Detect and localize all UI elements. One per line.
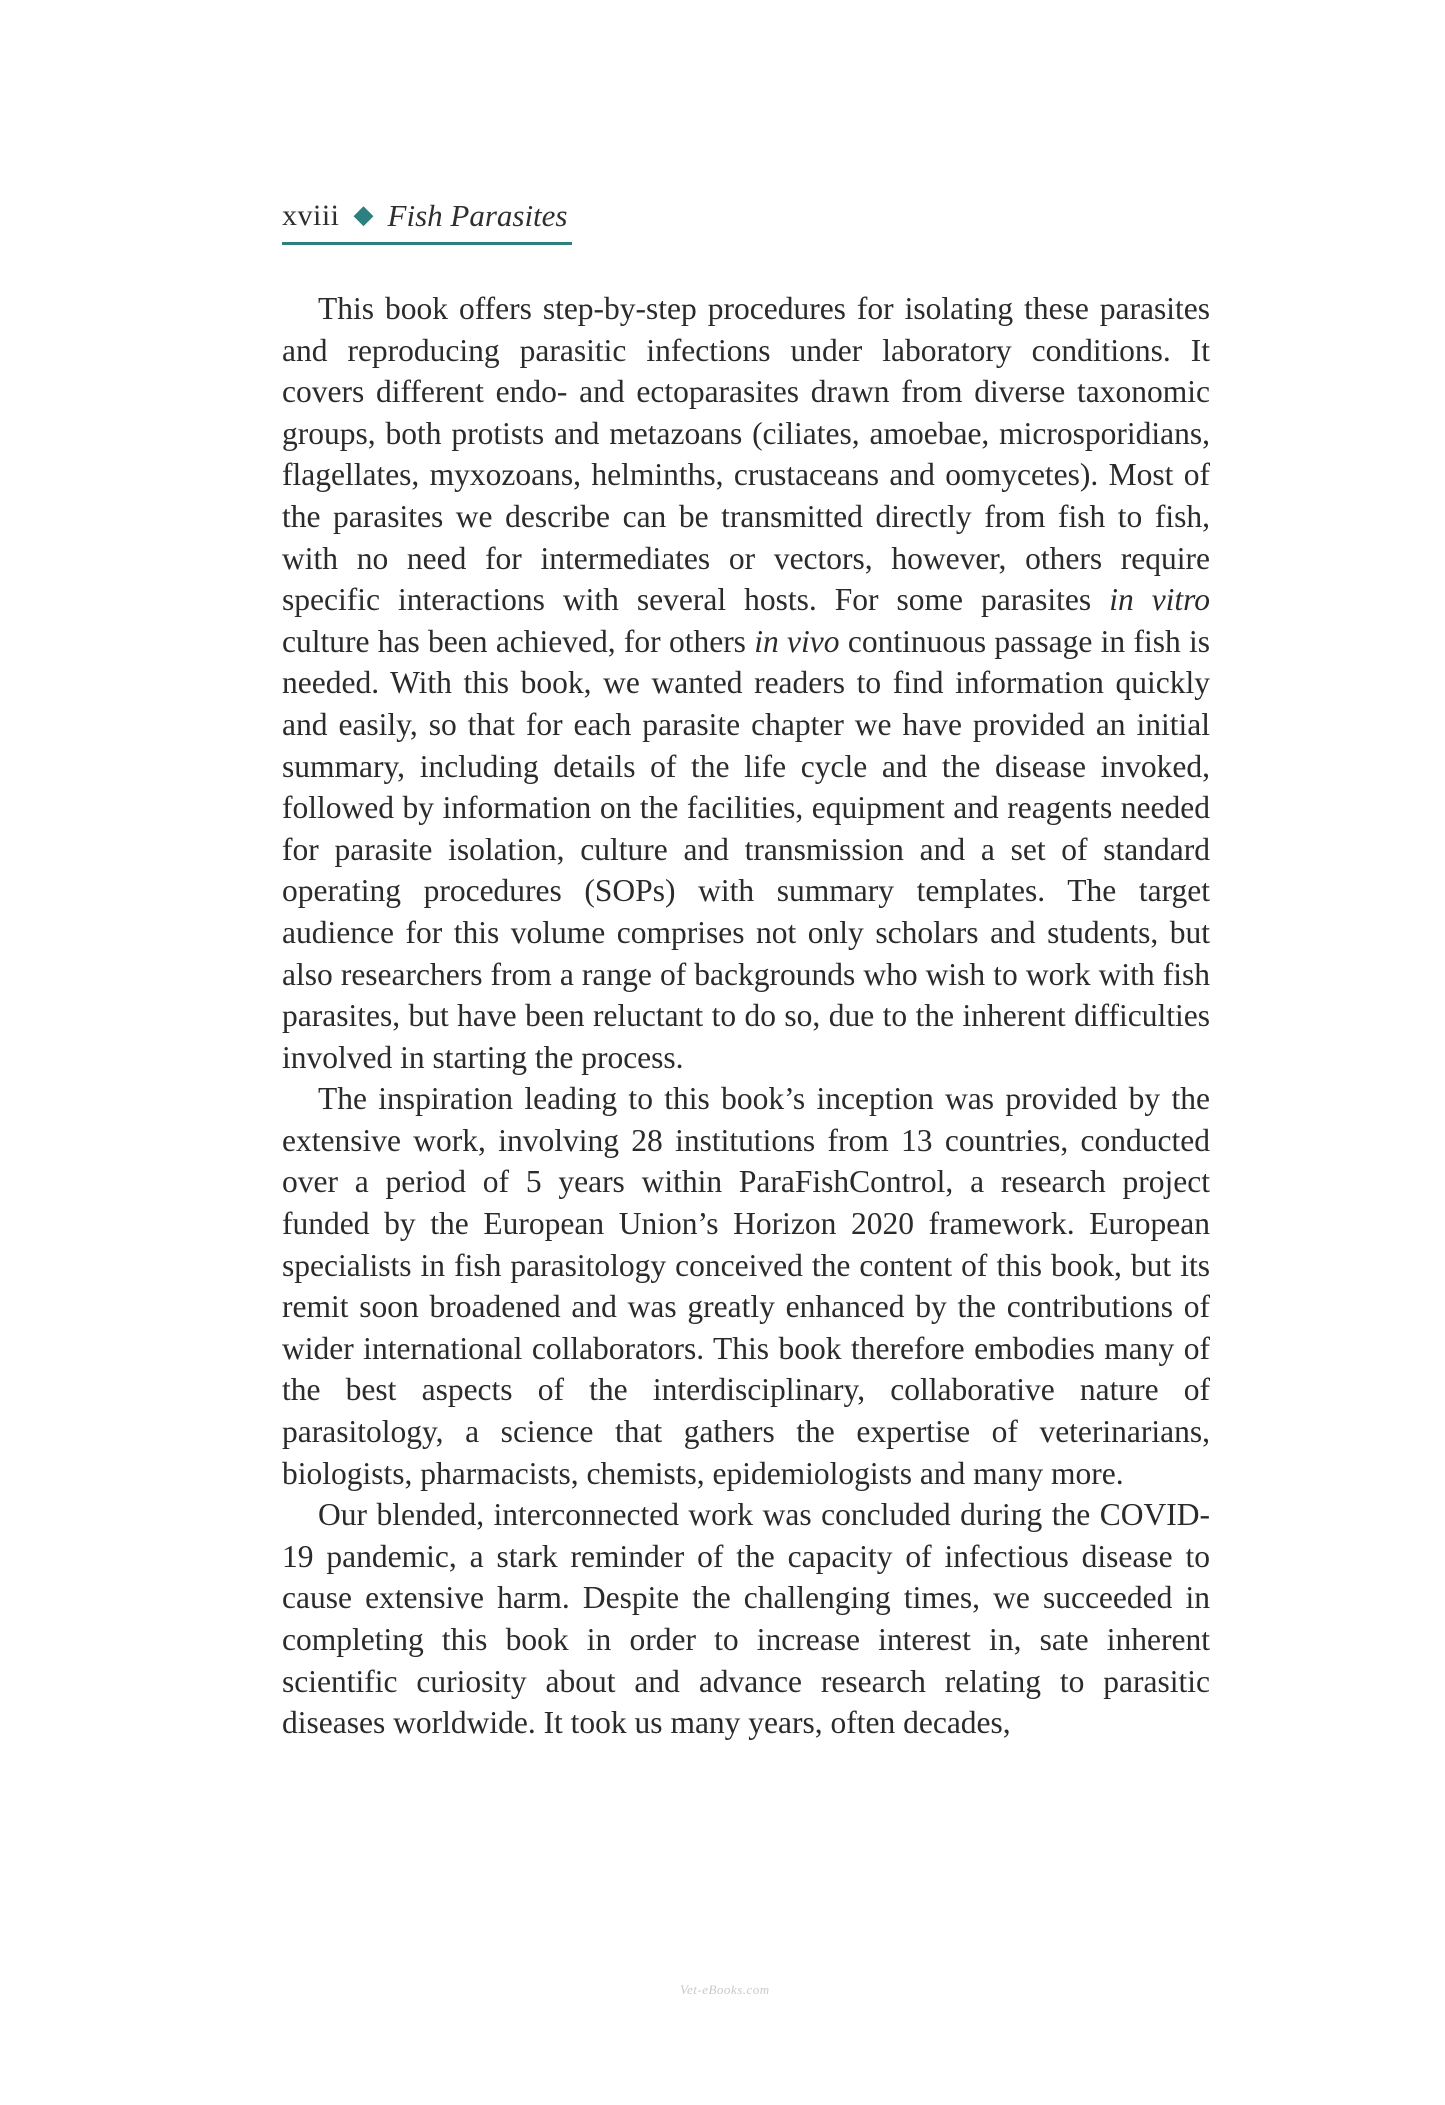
paragraph-1-part-c: continuous passage in fish is needed. With this book, we wanted readers to find information quickly and easily, so that for each parasite chapter we have provided an initial summary, including details of the life cycle and the disease invoked, followed by information on the facilities, equipment and reagents needed for parasite isolation, culture and transmission and a set of standard operating procedures (SOPs) with summary templates. The target audience for this volume comprises not only scholars and students, but also researchers from a range of backgrounds who wish to work with fish parasites, but have been reluctant to do so, due to the inherent difficulties involved in starting the process. [282, 623, 1211, 1075]
page-number: xviii [282, 199, 340, 232]
paragraph-1 [282, 288, 1210, 1078]
paragraph-2: The inspiration leading to this book’s inception was provided by the extensive work, involving 28 institutions from 13 countries, conducted over a period of 5 years within ParaFishControl, a research project funded by the European Union’s Horizon 2020 framework. European specialists in fish parasitology conceived the content of this book, but its remit soon broadened and was greatly enhanced by the contributions of wider international collaborators. This book therefore embodies many of the best aspects of the interdisciplinary, collaborative nature of parasitology, a science that gathers the expertise of veterinarians, biologists, pharmacists, chemists, epidemiologists and many more. [282, 1081, 1210, 1491]
italic-in-vitro: in vitro [1109, 582, 1211, 618]
paragraph-1-part-a: This book offers step-by-step procedures for isolating these parasites and reproducing parasitic infections under laboratory conditions. It covers different endo- and ectoparasites drawn from diverse taxonomic groups, both protists and metazoans (ciliates, amoebae, microsporidians, flagellates, myxozoans, helminths, crustaceans and oomycetes). Most of the parasites we describe can be transmitted directly from fish to fish, with no need for intermediates or vectors, however, others require specific interactions with several hosts. For some parasites [282, 291, 1210, 618]
paragraph-1-part-b: culture has been achieved, for others [282, 623, 755, 659]
running-title: Fish Parasites [387, 198, 568, 233]
watermark: Vet-eBooks.com [680, 1982, 770, 1997]
italic-in-vivo: in vivo [754, 623, 840, 659]
diamond-icon: ◆ [353, 199, 374, 229]
running-head [282, 190, 572, 245]
body-text [282, 288, 1210, 1744]
paragraph-3: Our blended, interconnected work was concluded during the COVID-19 pandemic, a stark reminder of the capacity of infectious disease to cause extensive harm. Despite the challenging times, we succeeded in completing this book in order to increase interest in, sate inherent scientific curiosity about and advance research relating to parasitic diseases worldwide. It took us many years, often decades, [282, 1497, 1210, 1741]
